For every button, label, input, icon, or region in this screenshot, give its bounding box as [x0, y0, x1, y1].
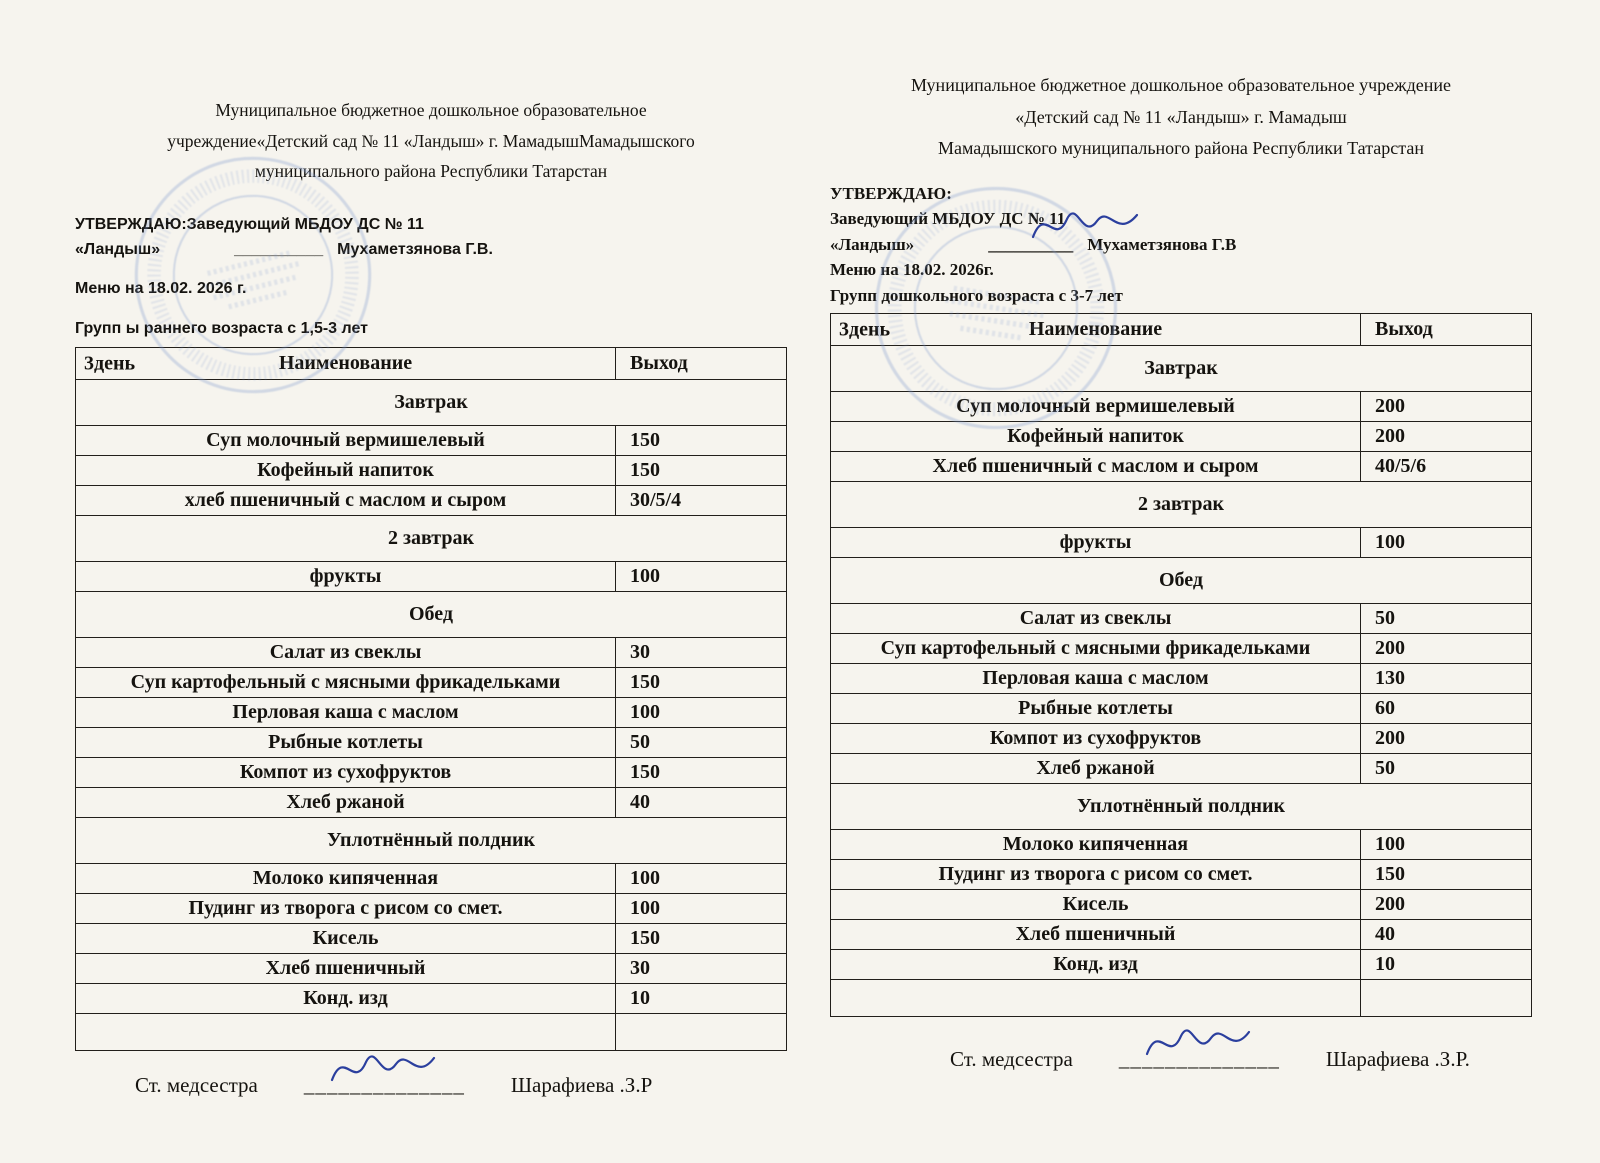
menu-date: Меню на 18.02. 2026г. — [830, 260, 994, 279]
nurse-name: Шарафиева .З.Р. — [1325, 1047, 1470, 1071]
dish-name: Рыбные котлеты — [76, 728, 616, 758]
dish-output: 130 — [1361, 664, 1532, 694]
column-header-name — [831, 314, 1361, 346]
dish-output: 100 — [1361, 528, 1532, 558]
dish-output: 60 — [1361, 694, 1532, 724]
dish-name: Суп молочный вермишелевый — [831, 392, 1361, 422]
section-label: 2 завтрак — [76, 516, 787, 562]
section-label: Уплотнённый полдник — [76, 818, 787, 864]
menu-item-row — [76, 864, 787, 894]
menu-left — [75, 95, 787, 1098]
empty-cell — [1361, 980, 1532, 1017]
dish-output: 50 — [1361, 754, 1532, 784]
section-label: Завтрак — [831, 346, 1532, 392]
org-name-line: учреждение«Детский сад № 11 «Ландыш» г. МамадышМамадышского — [167, 130, 695, 151]
nurse-name: Шарафиева .З.Р — [510, 1073, 653, 1098]
dish-output: 200 — [1361, 890, 1532, 920]
dish-output: 200 — [1361, 634, 1532, 664]
menu-item-row — [76, 984, 787, 1014]
dish-name: Молоко кипяченная — [831, 830, 1361, 860]
empty-row — [76, 1014, 787, 1051]
column-header-name — [76, 348, 616, 380]
section-label: Обед — [76, 592, 787, 638]
org-name-line: «Детский сад № 11 «Ландыш» г. Мамадыш — [1015, 106, 1347, 127]
menu-section-row — [831, 482, 1532, 528]
approval-block — [830, 181, 1532, 309]
dish-output: 30/5/4 — [616, 486, 787, 516]
menu-item-row — [76, 758, 787, 788]
menu-item-row — [831, 604, 1532, 634]
dish-output: 150 — [616, 668, 787, 698]
menu-item-row — [831, 890, 1532, 920]
menu-section-row — [76, 516, 787, 562]
org-short-name: «Ландыш» — [830, 234, 915, 254]
empty-row — [831, 980, 1532, 1017]
dish-name: Молоко кипяченная — [76, 864, 616, 894]
signature-slot — [1119, 1047, 1280, 1072]
signature-blank: __________ — [234, 240, 324, 258]
menu-item-row — [76, 456, 787, 486]
menu-item-row — [831, 664, 1532, 694]
approval-line: Заведующий МБДОУ ДС № 11 — [830, 209, 1066, 228]
dish-name: Суп картофельный с мясными фрикадельками — [76, 668, 616, 698]
menu-section-row — [831, 558, 1532, 604]
nurse-role-label: Ст. медсестра — [950, 1047, 1073, 1071]
dish-output: 40/5/6 — [1361, 452, 1532, 482]
dish-name: Конд. изд — [831, 950, 1361, 980]
approval-block — [75, 213, 787, 342]
dish-name: Хлеб пшеничный — [831, 920, 1361, 950]
dish-name: фрукты — [76, 562, 616, 592]
dish-name: Рыбные котлеты — [831, 694, 1361, 724]
menu-item-row — [831, 860, 1532, 890]
menu-item-row — [76, 728, 787, 758]
dish-name: Пудинг из творога с рисом со смет. — [76, 894, 616, 924]
menu-item-row — [831, 694, 1532, 724]
nurse-role-label: Ст. медсестра — [135, 1073, 258, 1098]
dish-output: 10 — [1361, 950, 1532, 980]
dish-output: 200 — [1361, 724, 1532, 754]
menu-item-row — [76, 924, 787, 954]
menu-section-row — [831, 346, 1532, 392]
dish-output: 150 — [616, 456, 787, 486]
dish-output: 100 — [616, 562, 787, 592]
dish-name: Перловая каша с маслом — [76, 698, 616, 728]
menu-section-row — [76, 818, 787, 864]
signature-slot — [304, 1073, 465, 1098]
dish-name: хлеб пшеничный с маслом и сыром — [76, 486, 616, 516]
menu-item-row — [831, 754, 1532, 784]
dish-output: 100 — [616, 894, 787, 924]
column-header-dish: Наименование — [1028, 318, 1163, 340]
dish-output: 50 — [616, 728, 787, 758]
menu-item-row — [76, 788, 787, 818]
dish-output: 150 — [616, 426, 787, 456]
dish-name: Компот из сухофруктов — [76, 758, 616, 788]
menu-item-row — [831, 950, 1532, 980]
menu-item-row — [831, 634, 1532, 664]
org-name-line: муниципального района Республики Татарстан — [254, 161, 608, 182]
empty-cell — [76, 1014, 616, 1051]
signature-blank: ______________ — [1118, 1047, 1280, 1071]
column-header-out: Выход — [616, 348, 787, 380]
dish-output: 30 — [616, 638, 787, 668]
approval-line: УТВЕРЖДАЮ: — [830, 183, 952, 203]
approval-line — [830, 232, 1532, 258]
dish-name: Хлеб пшеничный — [76, 954, 616, 984]
dish-output: 100 — [1361, 830, 1532, 860]
dish-output: 150 — [616, 758, 787, 788]
section-label: Завтрак — [76, 380, 787, 426]
dish-name: Конд. изд — [76, 984, 616, 1014]
approval-line: УТВЕРЖДАЮ:Заведующий МБДОУ ДС № 11 — [75, 215, 424, 233]
org-name-line: Мамадышского муниципального района Республики Татарстан — [938, 138, 1424, 158]
menu-date: Меню на 18.02. 2026 г. — [75, 280, 247, 298]
menu-item-row — [831, 528, 1532, 558]
menu-item-row — [831, 920, 1532, 950]
signature-footer — [75, 1073, 787, 1098]
menu-item-row — [831, 422, 1532, 452]
dish-name: Кисель — [76, 924, 616, 954]
empty-cell — [831, 980, 1361, 1017]
org-header — [75, 95, 787, 187]
menu-item-row — [831, 392, 1532, 422]
group-title: Групп ы раннего возраста с 1,5-3 лет — [75, 320, 368, 338]
column-header-out: Выход — [1361, 314, 1532, 346]
dish-output: 40 — [1361, 920, 1532, 950]
menu-item-row — [831, 724, 1532, 754]
menu-item-row — [76, 426, 787, 456]
dish-name: Хлеб ржаной — [76, 788, 616, 818]
dish-name: Кисель — [831, 890, 1361, 920]
empty-cell — [616, 1014, 787, 1051]
dish-output: 100 — [616, 864, 787, 894]
section-label: 2 завтрак — [831, 482, 1532, 528]
section-label: Уплотнённый полдник — [831, 784, 1532, 830]
menu-item-row — [76, 668, 787, 698]
menu-section-row — [76, 592, 787, 638]
menu-section-row — [76, 380, 787, 426]
dish-name: Пудинг из творога с рисом со смет. — [831, 860, 1361, 890]
table-header-row — [76, 348, 787, 380]
org-header — [830, 70, 1532, 165]
dish-output: 200 — [1361, 422, 1532, 452]
dish-output: 50 — [1361, 604, 1532, 634]
spacer — [928, 232, 974, 258]
dish-output: 30 — [616, 954, 787, 984]
approver-name: Мухаметзянова Г.В — [1087, 234, 1237, 254]
menu-item-row — [76, 638, 787, 668]
dish-name: Компот из сухофруктов — [831, 724, 1361, 754]
column-header-dish: Наименование — [278, 352, 413, 375]
dish-name: Суп картофельный с мясными фрикадельками — [831, 634, 1361, 664]
table-header-row — [831, 314, 1532, 346]
signature-footer — [830, 1047, 1532, 1072]
dish-name: Суп молочный вермишелевый — [76, 426, 616, 456]
group-title: Групп дошкольного возраста с 3-7 лет — [830, 285, 1123, 305]
dish-output: 200 — [1361, 392, 1532, 422]
dish-name: Кофейный напиток — [76, 456, 616, 486]
dish-output: 100 — [616, 698, 787, 728]
menu-item-row — [831, 452, 1532, 482]
dish-name: Перловая каша с маслом — [831, 664, 1361, 694]
menu-table — [830, 313, 1532, 1017]
column-header-day: 3день — [839, 318, 891, 340]
dish-name: Кофейный напиток — [831, 422, 1361, 452]
signature-blank: __________ — [988, 234, 1074, 254]
menu-table — [75, 347, 787, 1051]
menu-item-row — [76, 954, 787, 984]
signature-blank: ______________ — [303, 1073, 465, 1098]
section-label: Обед — [831, 558, 1532, 604]
dish-output: 40 — [616, 788, 787, 818]
menu-right — [830, 70, 1532, 1072]
org-name-line: Муниципальное бюджетное дошкольное образовательное — [215, 100, 647, 120]
org-name-line: Муниципальное бюджетное дошкольное образовательное учреждение — [911, 75, 1451, 95]
dish-output: 150 — [616, 924, 787, 954]
dish-name: Салат из свеклы — [76, 638, 616, 668]
dish-name: фрукты — [831, 528, 1361, 558]
approval-line — [75, 238, 787, 263]
dish-output: 150 — [1361, 860, 1532, 890]
approver-name: Мухаметзянова Г.В. — [337, 240, 493, 258]
spacer — [174, 238, 220, 263]
dish-name: Хлеб пшеничный с маслом и сыром — [831, 452, 1361, 482]
dish-output: 10 — [616, 984, 787, 1014]
menu-item-row — [76, 698, 787, 728]
menu-item-row — [831, 830, 1532, 860]
dish-name: Салат из свеклы — [831, 604, 1361, 634]
menu-item-row — [76, 562, 787, 592]
menu-section-row — [831, 784, 1532, 830]
column-header-day: 3день — [84, 352, 136, 375]
menu-item-row — [76, 486, 787, 516]
org-short-name: «Ландыш» — [75, 240, 161, 258]
dish-name: Хлеб ржаной — [831, 754, 1361, 784]
menu-item-row — [76, 894, 787, 924]
